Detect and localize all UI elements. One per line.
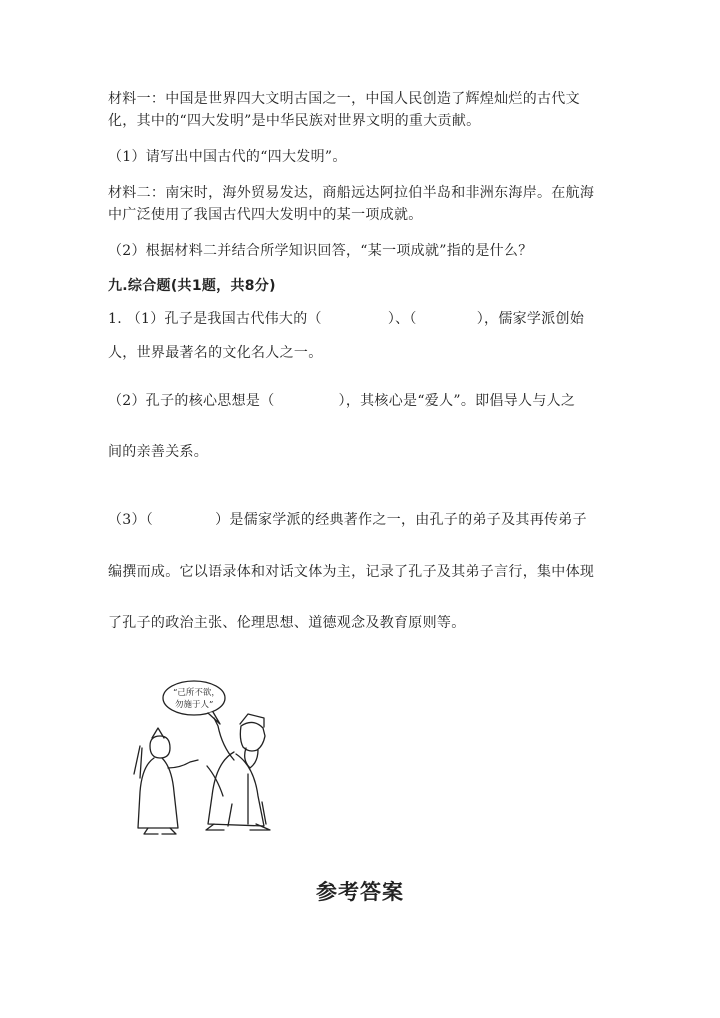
- answer-section-title: 参考答案: [316, 880, 404, 904]
- bubble-text-line-1: “己所不欲，: [173, 688, 220, 698]
- q9-2-text-a: （2）孔子的核心思想是（: [108, 393, 275, 409]
- material-2-line-2: 中广泛使用了我国古代四大发明中的某一项成就。: [108, 207, 423, 223]
- confucius-illustration: [128, 674, 298, 848]
- question-9-1-part-2: [108, 390, 575, 410]
- question-9-1-part-3-line-3: 了孔子的政治主张、伦理思想、道德观念及教育原则等。: [108, 615, 466, 631]
- q9-3-text-b: ）是儒家学派的经典著作之一，由孔子的弟子及其再传弟子: [215, 512, 587, 528]
- q9-1-text-c: ），儒家学派创始: [476, 311, 585, 327]
- material-1-line-1: 材料一：中国是世界四大文明古国之一，中国人民创造了辉煌灿烂的古代文: [108, 91, 580, 107]
- section-9-heading: 九.综合题(共1题，共8分): [108, 278, 276, 294]
- question-1: （1）请写出中国古代的“四大发明”。: [108, 149, 347, 165]
- q9-1-text-a: 1. （1）孔子是我国古代伟大的（: [108, 311, 322, 327]
- question-9-1-part-1: [108, 308, 584, 328]
- material-2-line-1: 材料二：南宋时，海外贸易发达，商船远达阿拉伯半岛和非洲东海岸。在航海: [108, 185, 595, 201]
- question-9-1-part-2-line-2: 间的亲善关系。: [108, 444, 209, 460]
- bubble-text-line-2: 勿施于人”: [175, 700, 214, 710]
- question-9-1-part-3-line-2: 编撰而成。它以语录体和对话文体为主，记录了孔子及其弟子言行，集中体现: [108, 564, 595, 580]
- question-2: （2）根据材料二并结合所学知识回答，“某一项成就”指的是什么？: [108, 243, 533, 259]
- confucius-figure: [240, 722, 265, 751]
- material-1-line-2: 化，其中的“四大发明”是中华民族对世界文明的重大贡献。: [108, 113, 481, 129]
- q9-1-text-b: ）、（: [387, 311, 417, 327]
- student-figure: [150, 736, 170, 758]
- question-9-1-part-1-line-2: 人，世界最著名的文化名人之一。: [108, 345, 323, 361]
- q9-3-text-a: （3）（: [108, 512, 154, 528]
- question-9-1-part-3: [108, 509, 587, 529]
- q9-2-text-b: ），其核心是“爱人”。即倡导人与人之: [338, 393, 576, 409]
